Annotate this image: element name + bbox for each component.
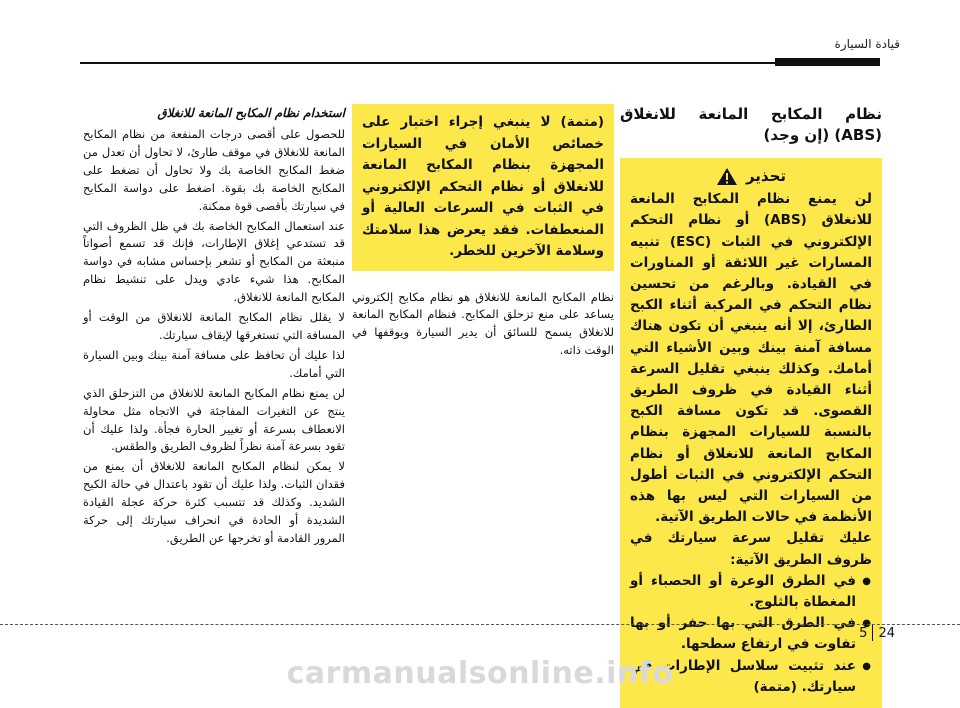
paragraph: لا يمكن لنظام المكابح المانعة للانغلاق أن يمنع من فقدان الثبات. ولذا عليك أن تقود باعتدال في حالة الكبح الشديد. وكذلك قد تتسبب كثرة حركة عجلة القيادة الشديدة أو الحادة في انحراف سيارتك إلى حركة المرور القادمة أو تخرجها عن الطريق. (83, 459, 345, 545)
caution-box: (متمة) لا ينبغي إجراء اختبار على خصائص الأمان في السيارات المجهزة بنظام المكابح المانعة للانغلاق أو نظام التحكم الإلكتروني في الثبات في السرعات العالية أو المنعطفات. فقد يعرض هذا سلامتك وسلامة الآخرين للخطر. (352, 104, 614, 271)
warning-triangle-icon (716, 167, 738, 186)
footer-rule (0, 624, 960, 625)
paragraph: عند استعمال المكابح الخاصة بك في ظل الظروف التي قد تستدعي إغلاق الإطارات، فإنك قد تسمع أصواتاً منبعثة من المكابح أو تشعر بإحساس مشابه في دواسة المكابح. هذا شيء عادي ويدل على تنشيط نظام المكابح المانعة للانغلاق. (83, 218, 345, 305)
paragraph: للحصول على أقصى درجات المنفعة من نظام المكابح المانعة للانغلاق في موقف طارئ، لا تحاول أن تعدل من ضغط المكابح الخاصة بك ولا تحاول أن تضغط على المكابح الخاصة بك بقوة. اضغط على دواسة المكابح في سيارتك بأقصى قوة ممكنة. (83, 127, 345, 213)
page-number (854, 625, 900, 641)
warning-lead: عليك تقليل سرعة سيارتك في ظروف الطريق الآتية: (630, 530, 872, 568)
header-rule (80, 62, 880, 64)
header-bar (775, 58, 880, 66)
section-heading: نظام المكابح المانعة للانغلاق (ABS) (إن وجد) (620, 105, 882, 144)
chapter-number: 5 (859, 625, 868, 641)
abs-description: نظام المكابح المانعة للانغلاق هو نظام مكابح إلكتروني يساعد على منع تزحلق المكابح. فنظام المكابح المانعة للانغلاق يسمح للسائق أن يدير السيارة ويوقفها في الوقت ذاته. (352, 289, 614, 358)
paragraph: لا يقلل نظام المكابح المانعة للانغلاق من الوقت أو المسافة التي تستغرقها لإيقاف سيارتك. (83, 310, 345, 342)
subheading: استخدام نظام المكابح المانعة للانغلاق (157, 106, 345, 120)
paragraph: لذا عليك أن تحافظ على مسافة آمنة بينك وبين السيارة التي أمامك. (83, 347, 345, 380)
watermark: carmanualsonline.info (286, 656, 674, 691)
warning-item: ● في الطرق التي بها حفر أو بها تفاوت في ارتفاع سطحها. (630, 613, 856, 655)
paragraph: لن يمنع نظام المكابح المانعة للانغلاق من التزحلق الذي ينتج عن التغيرات المفاجئة في الاتجاه مثل محاولة الانعطاف بسرعة أو تغيير الحارة فجأة. ولذا عليك أن تقود بسرعة آمنة نظراً لظروف الطريق والطقس. (83, 385, 345, 454)
page-number-value: 24 (878, 625, 895, 641)
warning-box (620, 158, 882, 708)
warning-title-text: تحذير (745, 167, 787, 185)
right-column (620, 104, 882, 708)
left-column (83, 104, 345, 550)
warning-item: ● عند تثبيت سلاسل الإطارات في سيارتك. (متمة) (630, 656, 856, 698)
middle-column (352, 104, 614, 362)
running-header: قيادة السيارة (834, 37, 900, 51)
warning-title (630, 166, 872, 187)
warning-intro: لن يمنع نظام المكابح المانعة للانغلاق (ABS) أو نظام التحكم الإلكتروني في الثبات (ESC) تنبيه المسارات غير اللائقة أو المناورات في القيادة. وبالرغم من تحسين نظام التحكم في المركبة أثناء الكبح الطارئ، إلا أنه ينبغي أن تكون هناك مسافة آمنة بينك وبين الأشياء التي أمامك. وكذلك ينبغي تقليل السرعة أثناء القيادة في ظروف الطريق القصوى. قد تكون مسافة الكبح بالنسبة للسيارات المجهزة بنظام المكابح المانعة للانغلاق أو نظام التحكم الإلكتروني في الثبات أطول من السيارات التي ليس بها هذه الأنظمة في حالات الطريق الآتية. (630, 191, 872, 526)
warning-item: ● في الطرق الوعرة أو الحصباء أو المغطاة بالثلوج. (630, 571, 856, 613)
